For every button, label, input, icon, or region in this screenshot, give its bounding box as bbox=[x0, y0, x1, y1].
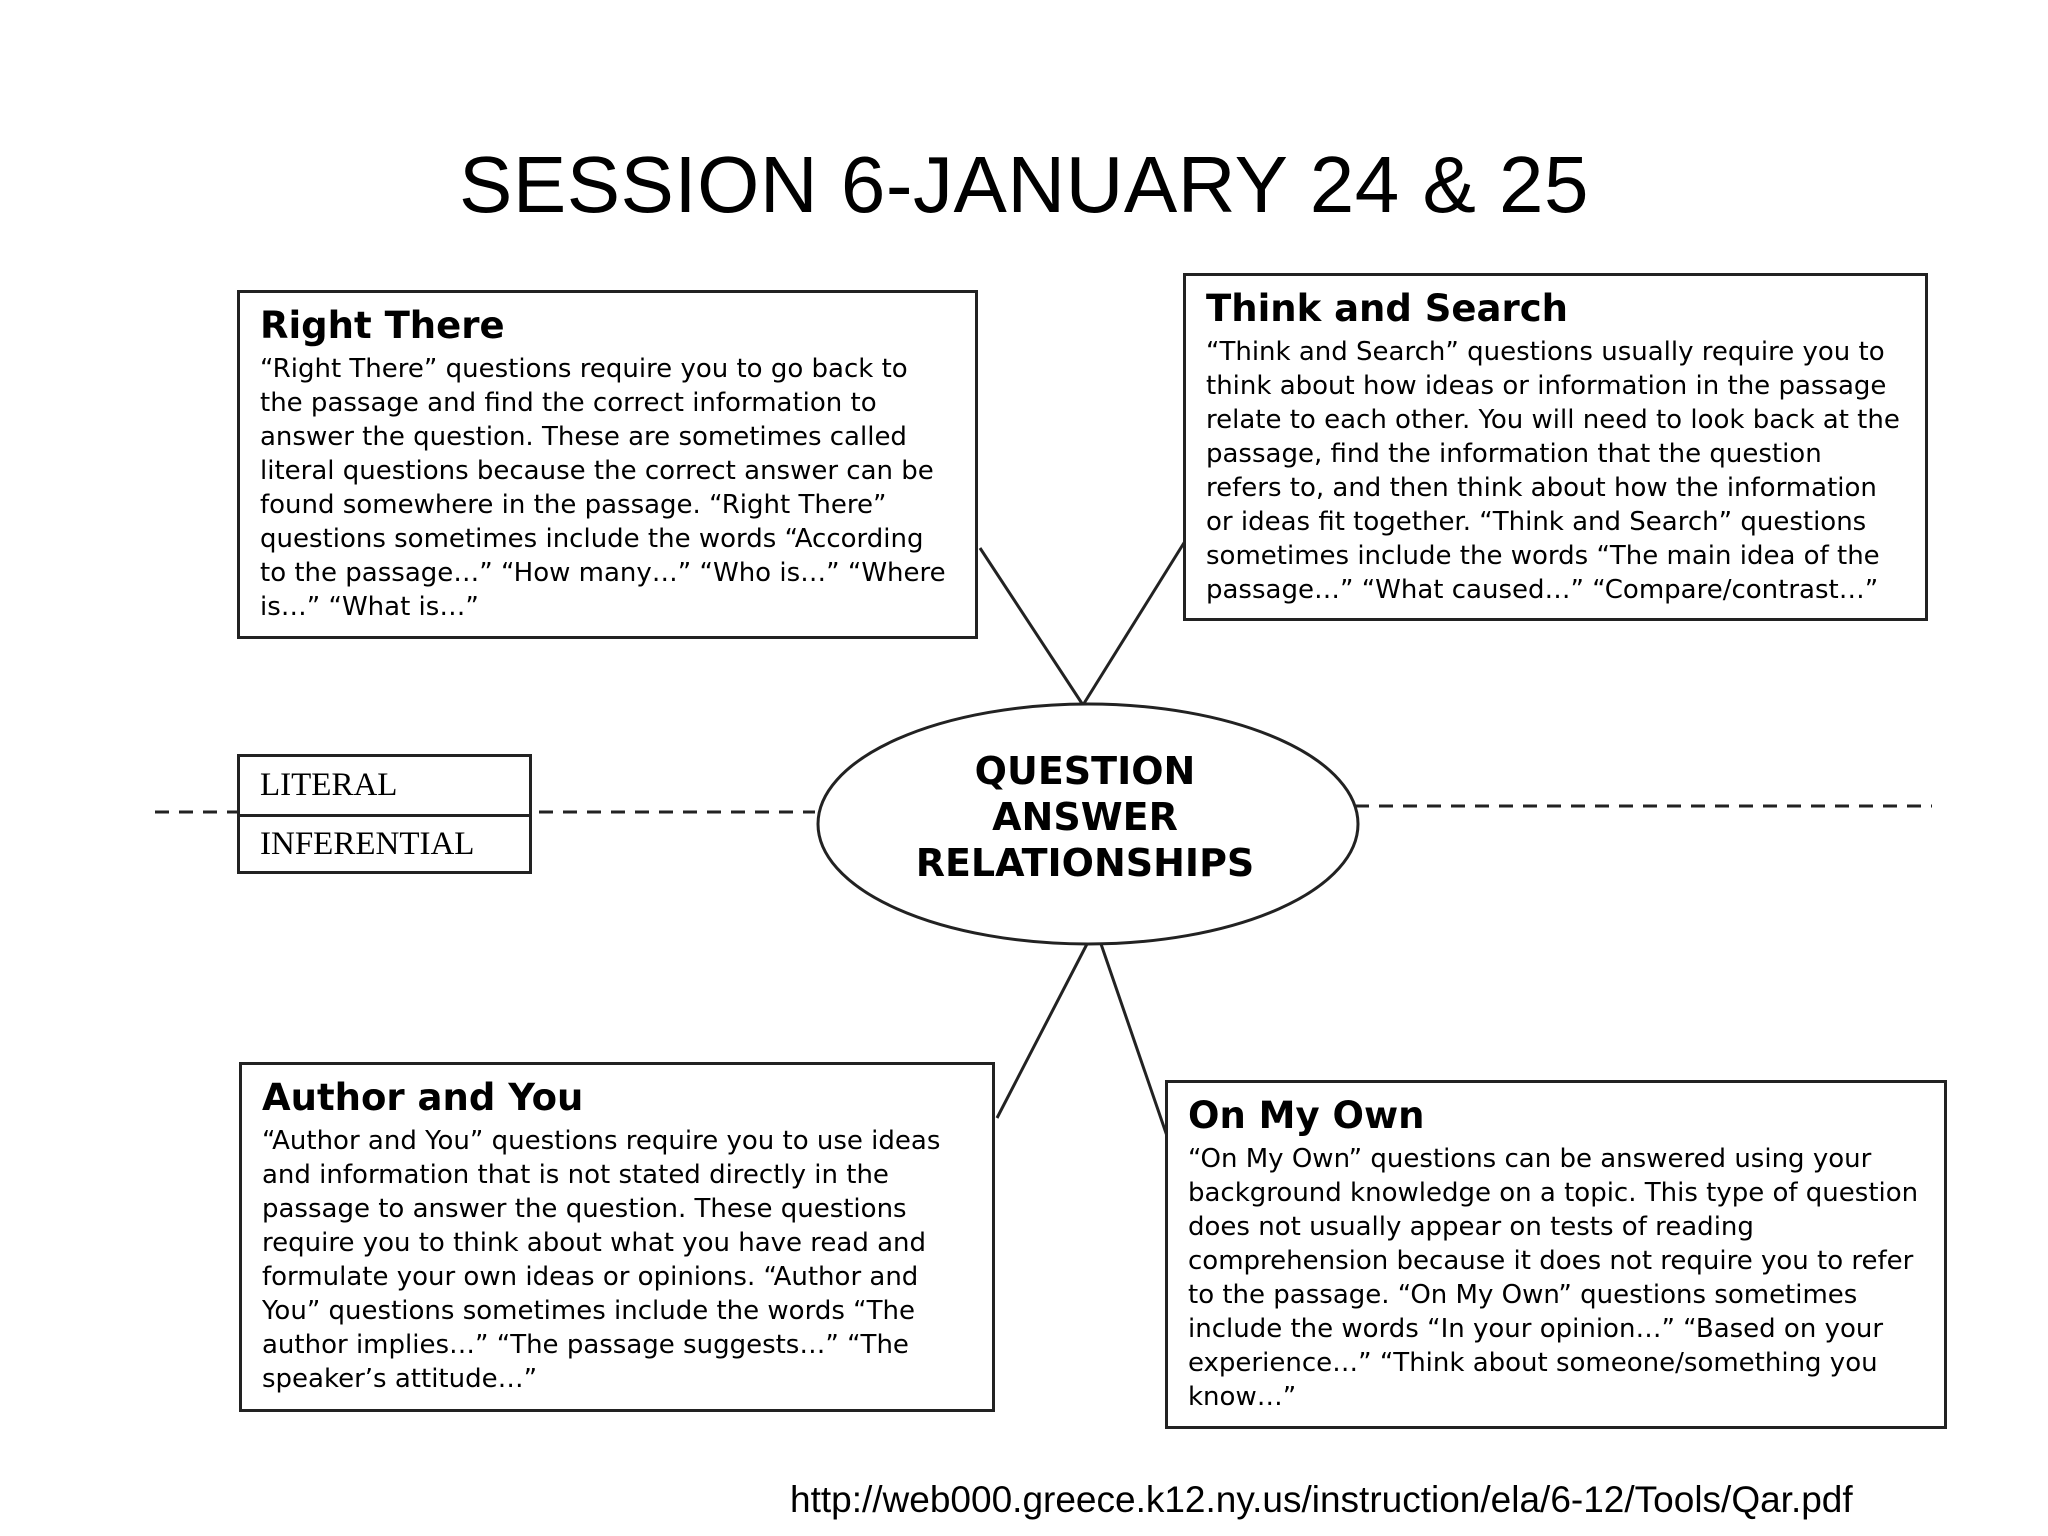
source-link[interactable]: http://web000.greece.k12.ny.us/instruction/ela/6-12/Tools/Qar.pdf bbox=[790, 1479, 1853, 1520]
right-there-body: “Right There” questions require you to go back to the passage and find the correct information to answer the question. These are sometimes called literal questions because the correct answer can be found somewhere in the passage. “Right There” questions sometimes include the words “According to the passage…” “How many…” “Who is…” “Where is…” “What is…” bbox=[260, 353, 946, 622]
connector-author-and-you bbox=[997, 944, 1087, 1118]
literal-inferential-box bbox=[237, 754, 532, 874]
author-and-you-heading: Author and You bbox=[262, 1076, 584, 1119]
center-label bbox=[860, 748, 1310, 886]
center-label-line-2: ANSWER bbox=[992, 795, 1178, 839]
think-and-search-box bbox=[1183, 273, 1928, 621]
connector-on-my-own bbox=[1101, 944, 1167, 1136]
on-my-own-box bbox=[1165, 1080, 1947, 1429]
page-title: SESSION 6-JANUARY 24 & 25 bbox=[458, 140, 1590, 229]
think-and-search-heading: Think and Search bbox=[1206, 287, 1568, 330]
author-and-you-box bbox=[239, 1062, 995, 1412]
connector-right-there bbox=[980, 548, 1083, 705]
author-and-you-body: “Author and You” questions require you to use ideas and information that is not stated directly in the passage to answer the question. These questions require you to think about what you have read and formulate your own ideas or opinions. “Author and You” questions sometimes include the words “The author implies…” “The passage suggests…” “The speaker’s attitude…” bbox=[262, 1125, 941, 1394]
think-and-search-body: “Think and Search” questions usually require you to think about how ideas or information in the passage relate to each other. You will need to look back at the passage, find the information that the question refers to, and then think about how the information or ideas fit together. “Think and Search” questions sometimes include the words “The main idea of the passage…” “What caused…” “Compare/contrast…” bbox=[1206, 336, 1900, 605]
connector-think-and-search bbox=[1083, 538, 1187, 705]
inferential-label: INFERENTIAL bbox=[240, 814, 529, 871]
right-there-heading: Right There bbox=[260, 304, 505, 347]
center-label-line-1: QUESTION bbox=[974, 749, 1196, 793]
on-my-own-body: “On My Own” questions can be answered using your background knowledge on a topic. This type of question does not usually appear on tests of reading comprehension because it does not require you to refer to the passage. “On My Own” questions sometimes include the words “In your opinion…” “Based on your experience…” “Think about someone/something you know…” bbox=[1188, 1143, 1919, 1412]
right-there-box bbox=[237, 290, 978, 639]
on-my-own-heading: On My Own bbox=[1188, 1094, 1425, 1137]
center-label-line-3: RELATIONSHIPS bbox=[915, 841, 1255, 885]
literal-label: LITERAL bbox=[260, 767, 398, 803]
